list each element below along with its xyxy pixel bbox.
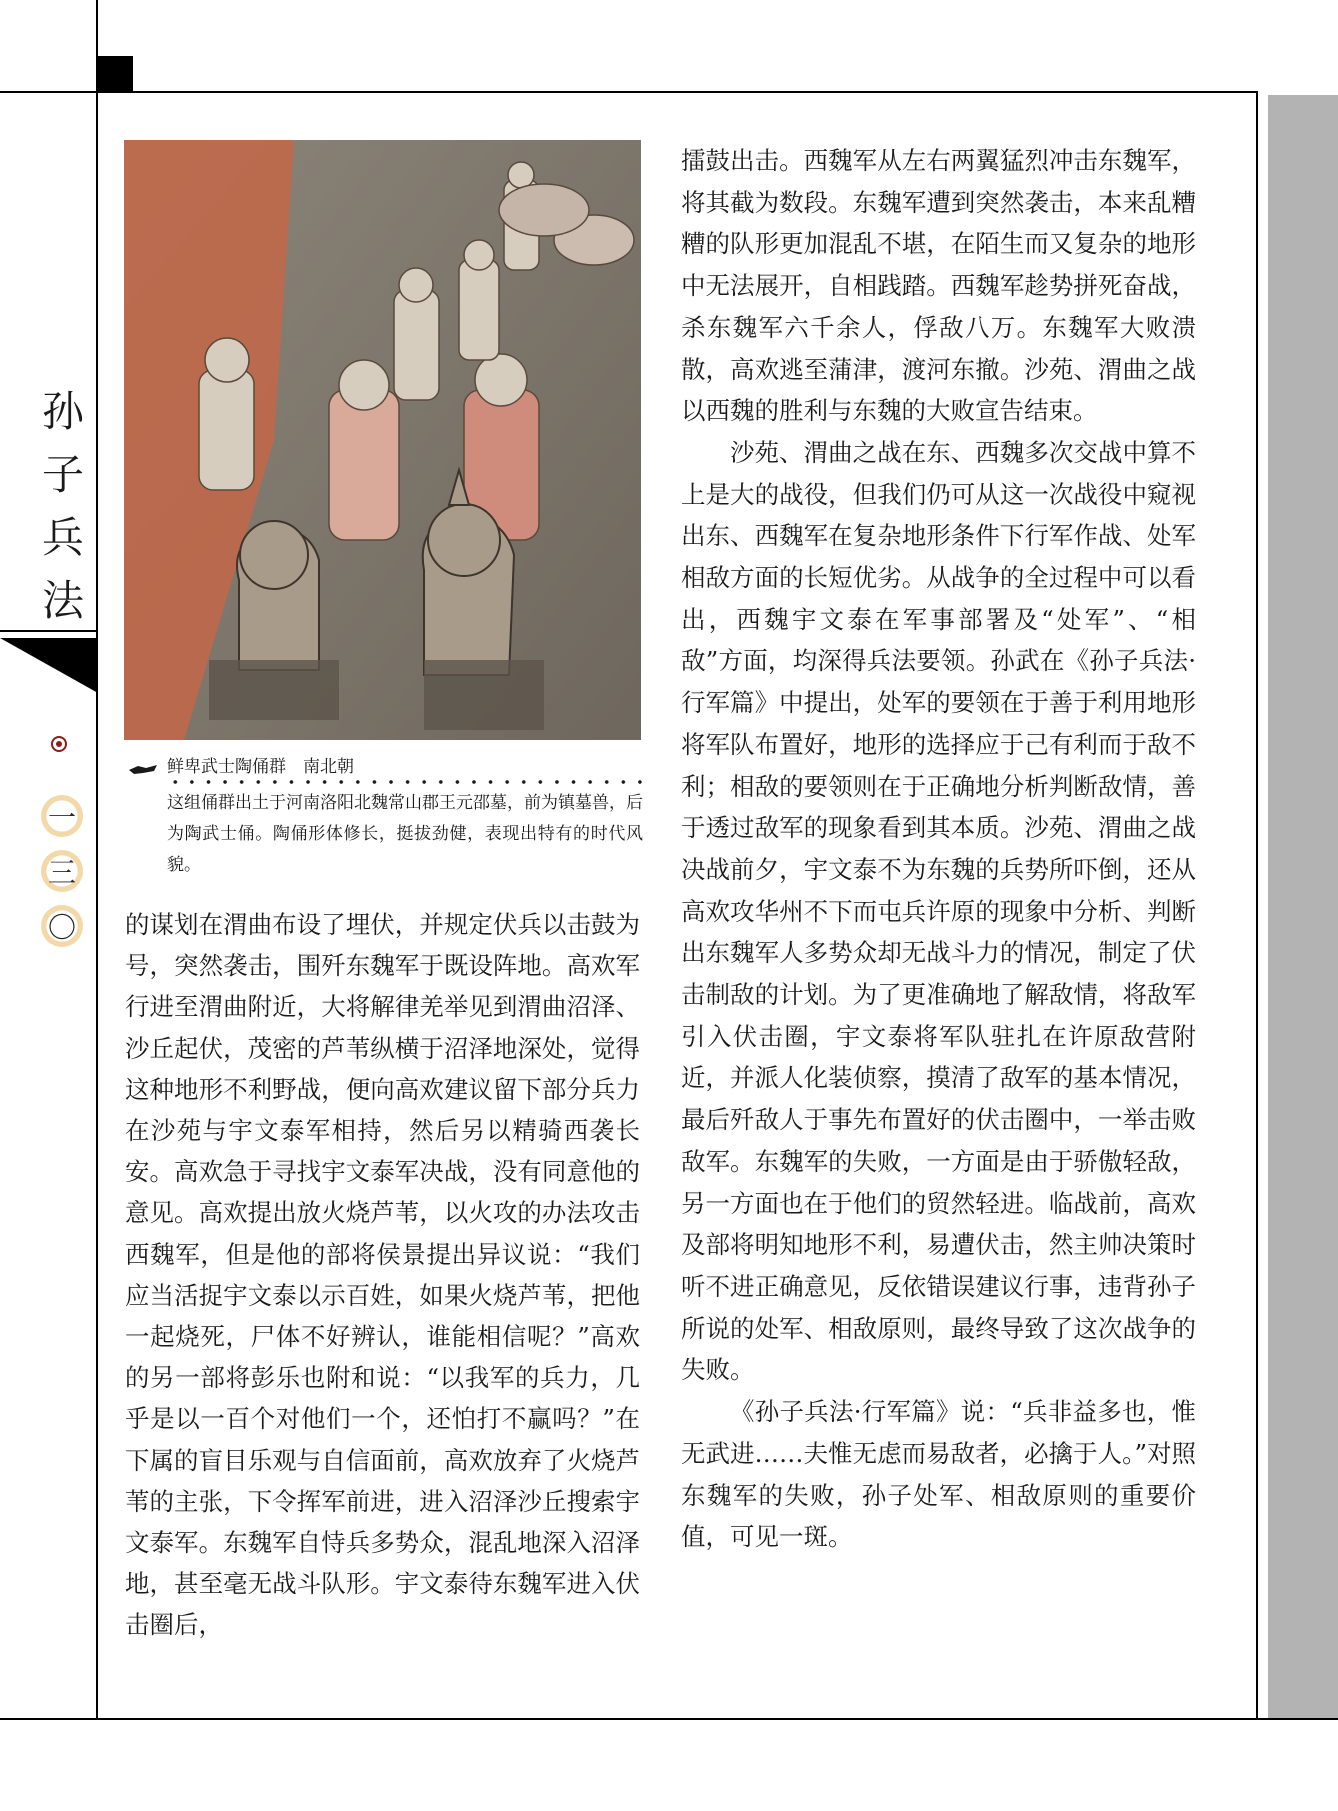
sidebar-wedge [0,638,98,693]
figure-caption-title: 鲜卑武士陶俑群 南北朝 [167,757,354,777]
sidebar-rule [0,630,96,632]
page-number-digit: 一 [41,795,83,837]
body-paragraph: 《孙子兵法·行军篇》说：“兵非益多也，惟无武进……夫惟无虑而易敌者，必擒于人。”对照东魏军的失败，孙子处军、相敌原则的重要价值，可见一斑。 [681,1397,1196,1552]
figure-caption-body: 这组俑群出土于河南洛阳北魏常山郡王元邵墓，前为镇墓兽，后为陶武士俑。陶俑形体修长，挺拔劲健，表现出特有的时代风貌。 [167,793,643,875]
caption-marker-icon [128,762,158,776]
right-edge-strip [1268,95,1338,1718]
corner-block [98,56,133,91]
caption-dotted-rule [167,780,642,784]
body-paragraph: 擂鼓出击。西魏军从左右两翼猛烈冲击东魏军，将其截为数段。东魏军遭到突然袭击，本来乱糟糟的队形更加混乱不堪，在陌生而又复杂的地形中无法展开，自相践踏。西魏军趁势拼死奋战，杀东魏军六千余人，俘敌八万。东魏军大败溃散，高欢逃至蒲津，渡河东撤。沙苑、渭曲之战以西魏的胜利与东魏的大败宣告结束。 [681,146,1196,426]
book-title: 孙子兵法 [41,387,84,625]
body-paragraph: 的谋划在渭曲布设了埋伏，并规定伏兵以击鼓为号，突然袭击，围歼东魏军于既设阵地。高欢军行进至渭曲附近，大将解律羌举见到渭曲沼泽、沙丘起伏，茂密的芦苇纵横于沼泽地深处，觉得这种地形不利野战，便向高欢建议留下部分兵力在沙苑与宇文泰军相持，然后另以精骑西袭长安。高欢急于寻找宇文泰军决战，没有同意他的意见。高欢提出放火烧芦苇，以火攻的办法攻击西魏军，但是他的部将侯景提出异议说：“我们应当活捉宇文泰以示百姓，如果火烧芦苇，把他一起烧死，尸体不好辨认，谁能相信呢？”高欢的另一部将彭乐也附和说：“以我军的兵力，几乎是以一百个对他们一个，还怕打不赢吗？”在下属的盲目乐观与自信面前，高欢放弃了火烧芦苇的主张，下令挥军前进，进入沼泽沙丘搜索宇文泰军。东魏军自恃兵多势众，混乱地深入沼泽地，甚至毫无战斗队形。宇文泰待东魏军进入伏击圈后， [125,910,640,1640]
bullet-icon [51,736,67,752]
page-number-digit: 〇 [41,905,83,947]
figure-photo-terracotta-warriors [124,140,641,740]
left-margin-rule [96,0,98,1720]
right-text-column [681,140,1196,1558]
top-rule [0,91,1258,93]
body-paragraph: 沙苑、渭曲之战在东、西魏多次交战中算不上是大的战役，但我们仍可从这一次战役中窥视出东、西魏军在复杂地形条件下行军作战、处军相敌方面的长短优劣。从战争的全过程中可以看出，西魏宇文泰在军事部署及“处军”、“相敌”方面，均深得兵法要领。孙武在《孙子兵法·行军篇》中提出，处军的要领在于善于利用地形将军队布置好，地形的选择应于己有利而于敌不利；相敌的要领则在于正确地分析判断敌情，善于透过敌军的现象看到其本质。沙苑、渭曲之战决战前夕，宇文泰不为东魏的兵势所吓倒，还从高欢攻华州不下而屯兵许原的现象中分析、判断出东魏军人多势众却无战斗力的情况，制定了伏击制敌的计划。为了更准确地了解敌情，将敌军引入伏击圈，宇文泰将军队驻扎在许原敌营附近，并派人化装侦察，摸清了敌军的基本情况，最后歼敌人于事先布置好的伏击圈中，一举击败敌军。东魏军的失败，一方面是由于骄傲轻敌，另一方面也在于他们的贸然轻进。临战前，高欢及部将明知地形不利，易遭伏击，然主帅决策时听不进正确意见，反依错误建议行事，违背孙子所说的处军、相敌原则，最终导致了这次战争的失败。 [681,437,1196,1385]
left-text-column [125,904,640,1646]
right-margin-rule [1256,91,1258,1719]
bottom-rule [0,1718,1338,1720]
page-number-digit: 三 [41,850,83,892]
